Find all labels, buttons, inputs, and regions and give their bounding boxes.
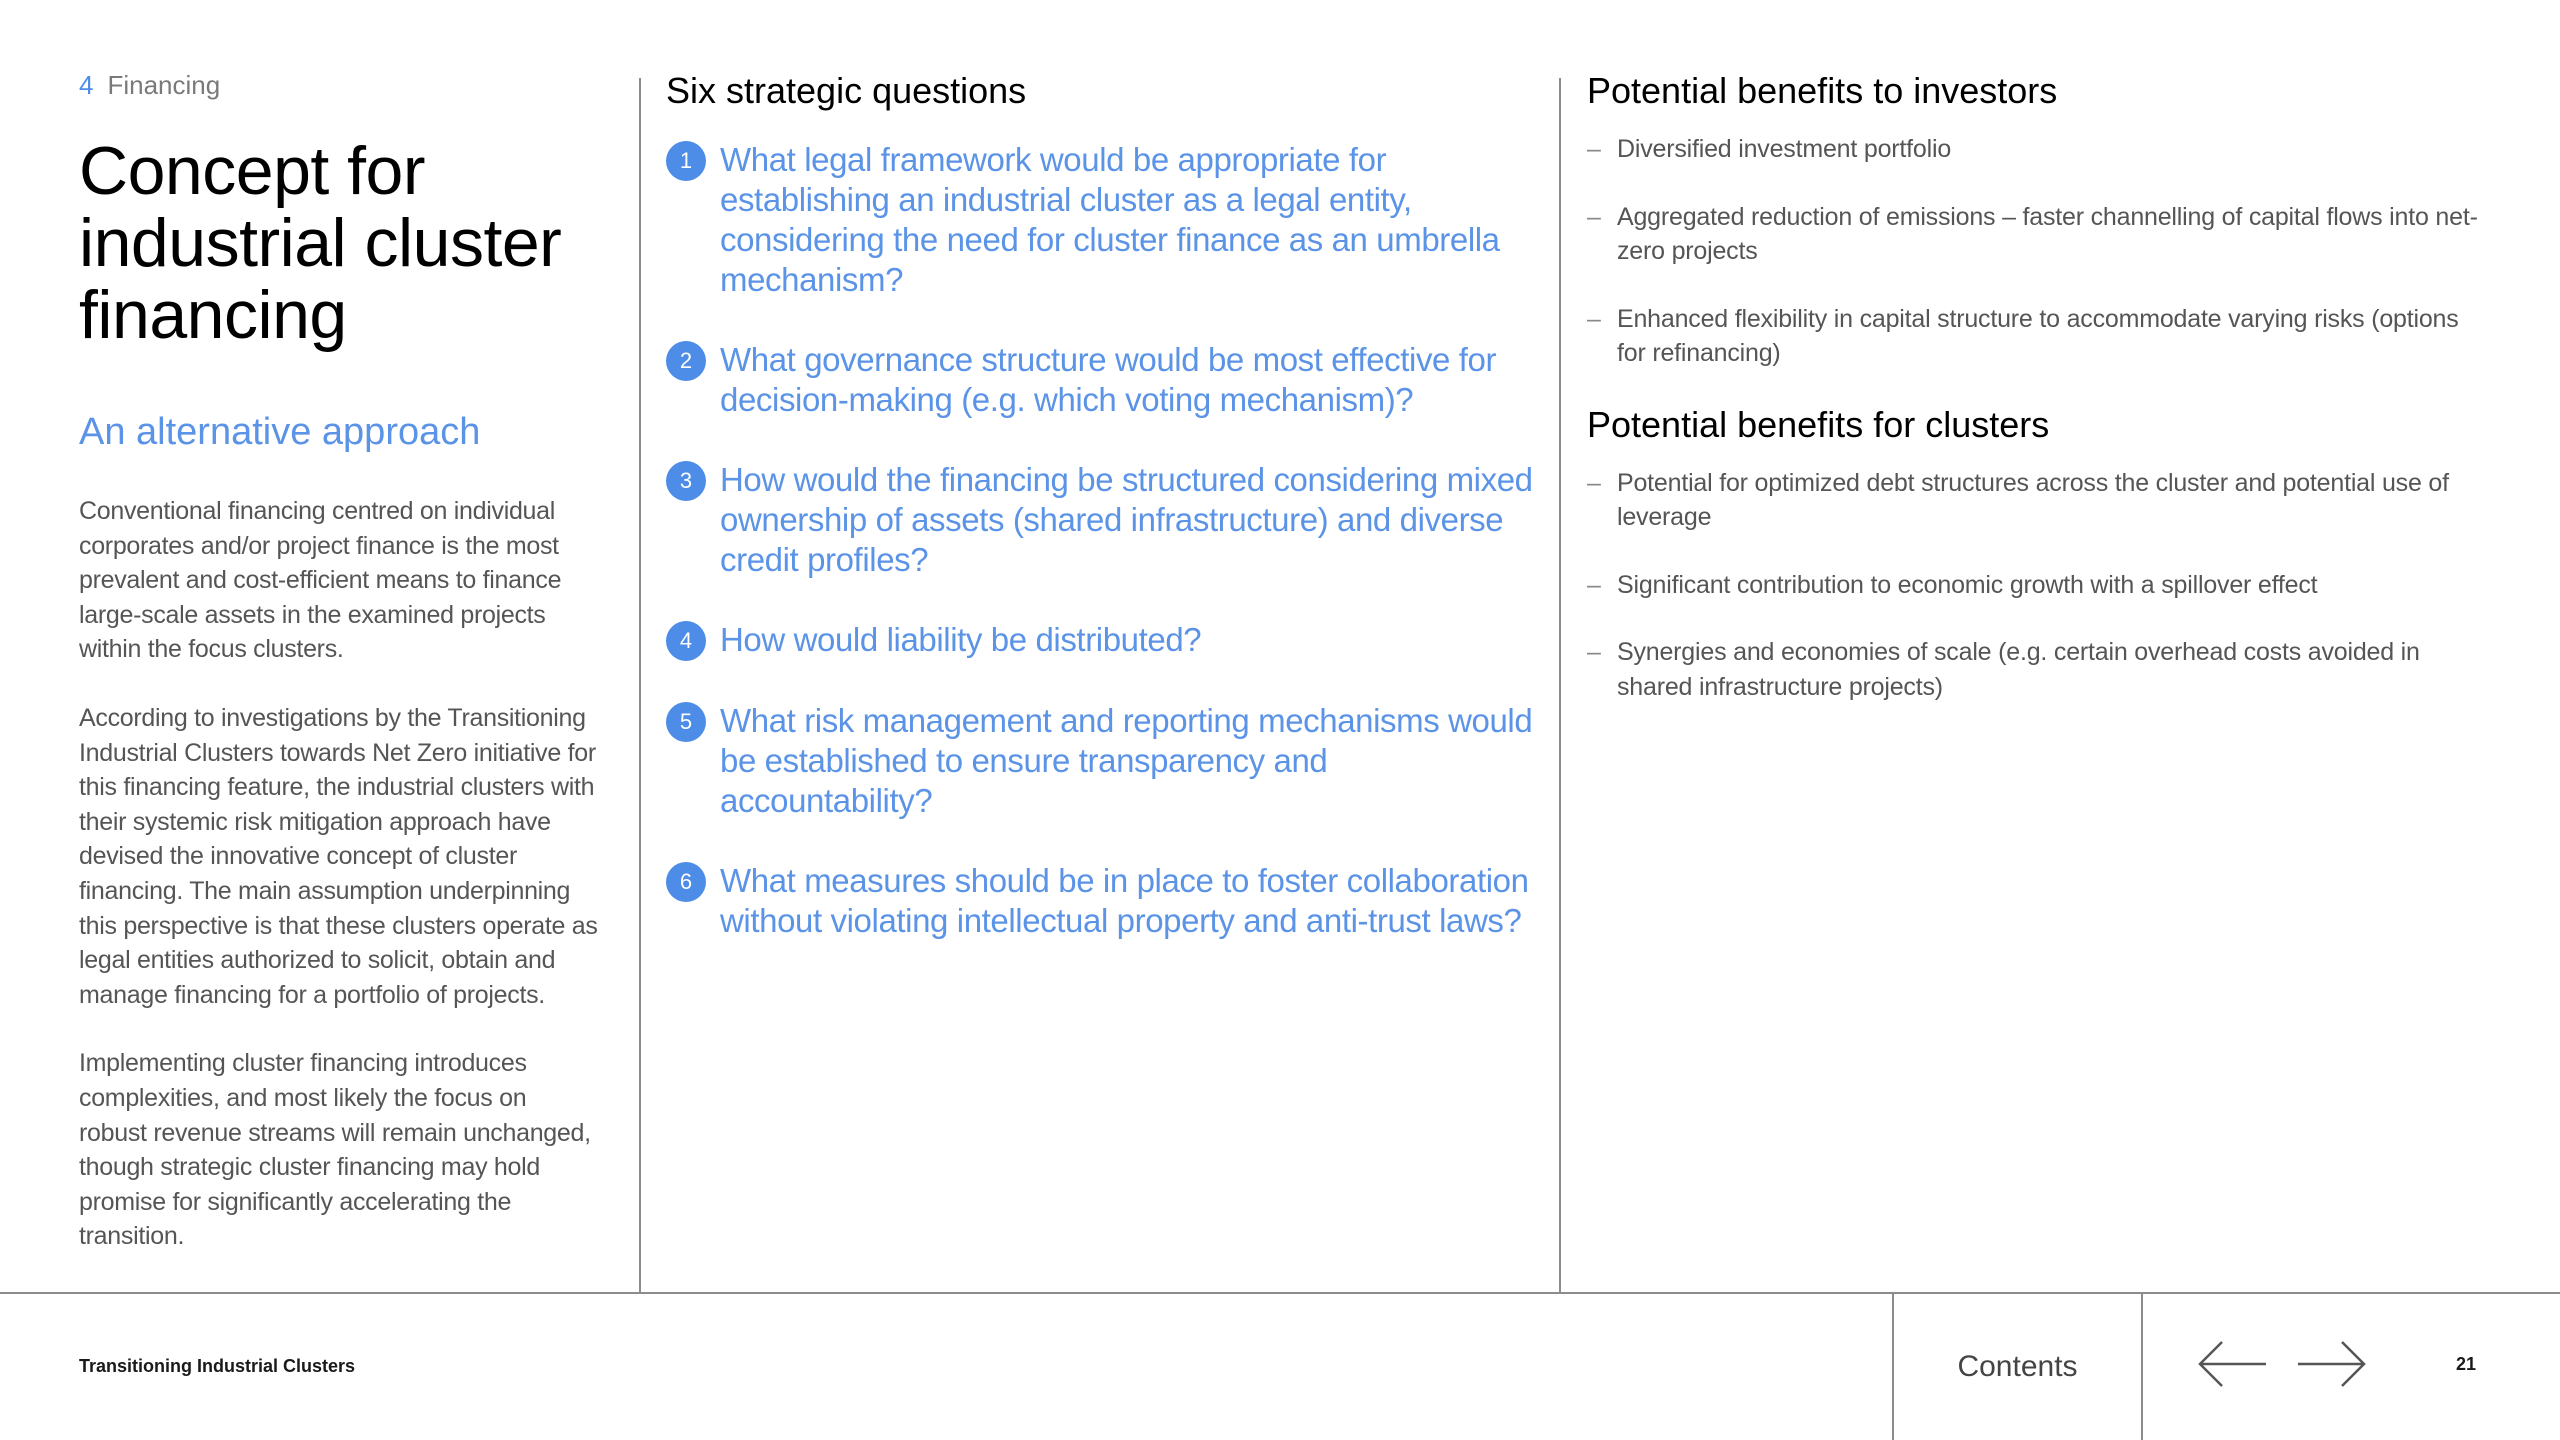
dash-bullet-icon: – bbox=[1587, 304, 1601, 333]
report-title: Transitioning Industrial Clusters bbox=[79, 1356, 356, 1376]
arrow-right-icon[interactable] bbox=[2296, 1340, 2368, 1388]
investors-benefits-list bbox=[1587, 132, 2487, 371]
question-number-badge: 1 bbox=[666, 141, 706, 181]
benefits-column bbox=[1587, 70, 2487, 737]
question-text: What governance structure would be most effective for decision-making (e.g. which voting mechanism)? bbox=[720, 341, 1497, 418]
question-text: How would the financing be structured considering mixed ownership of assets (shared infrastructure) and diverse credit profiles? bbox=[720, 461, 1533, 578]
list-item bbox=[1587, 302, 2487, 371]
footer-divider bbox=[0, 1292, 2560, 1294]
section-number: 4 bbox=[79, 70, 94, 100]
list-item bbox=[1587, 132, 2487, 167]
page-number: 21 bbox=[2456, 1354, 2477, 1374]
list-item bbox=[1587, 635, 2487, 704]
page-subtitle: An alternative approach bbox=[79, 411, 481, 453]
section-label bbox=[79, 70, 599, 101]
list-item bbox=[1587, 200, 2487, 269]
questions-list bbox=[666, 140, 1536, 941]
question-number-badge: 4 bbox=[666, 621, 706, 661]
benefit-text: Potential for optimized debt structures across the cluster and potential use of leverage bbox=[1617, 468, 2449, 531]
benefit-text: Diversified investment portfolio bbox=[1617, 135, 1952, 163]
question-number-badge: 2 bbox=[666, 341, 706, 381]
list-item bbox=[1587, 568, 2487, 603]
question-number-badge: 3 bbox=[666, 461, 706, 501]
footer-divider bbox=[2141, 1294, 2143, 1440]
question-item bbox=[666, 620, 1536, 661]
benefit-text: Enhanced flexibility in capital structure to accommodate varying risks (options for refinancing) bbox=[1617, 304, 2459, 367]
question-item bbox=[666, 701, 1536, 821]
list-item bbox=[1587, 466, 2487, 535]
body-paragraph: Implementing cluster financing introduces complexities, and most likely the focus on robust revenue streams will remain unchanged, though strategic cluster financing may hold promise for significantly accelerating the transition. bbox=[79, 1049, 591, 1251]
benefit-text: Significant contribution to economic growth with a spillover effect bbox=[1617, 570, 2318, 599]
question-item bbox=[666, 340, 1536, 420]
question-number-badge: 6 bbox=[666, 862, 706, 902]
questions-heading: Six strategic questions bbox=[666, 70, 1027, 111]
clusters-benefits-list bbox=[1587, 466, 2487, 705]
investors-heading: Potential benefits to investors bbox=[1587, 70, 2058, 111]
intro-column bbox=[79, 70, 599, 1288]
column-divider bbox=[1559, 78, 1561, 1294]
question-text: What legal framework would be appropriate for establishing an industrial cluster as a legal entity, considering the need for cluster finance as an umbrella mechanism? bbox=[720, 141, 1500, 298]
dash-bullet-icon: – bbox=[1587, 570, 1601, 599]
question-item bbox=[666, 460, 1536, 580]
questions-column bbox=[666, 70, 1536, 981]
question-text: What measures should be in place to foster collaboration without violating intellectual property and anti-trust laws? bbox=[720, 862, 1529, 939]
contents-link[interactable]: Contents bbox=[1957, 1350, 2078, 1383]
intro-body bbox=[79, 494, 599, 1254]
clusters-heading: Potential benefits for clusters bbox=[1587, 403, 2050, 445]
dash-bullet-icon: – bbox=[1587, 638, 1601, 666]
arrow-left-icon[interactable] bbox=[2196, 1340, 2268, 1388]
body-paragraph: Conventional financing centred on individual corporates and/or project finance is the most prevalent and cost-efficient means to finance large-scale assets in the examined projects within the focus clusters. bbox=[79, 497, 562, 664]
benefit-text: Aggregated reduction of emissions – faster channelling of capital flows into net-zero projects bbox=[1617, 202, 2478, 265]
dash-bullet-icon: – bbox=[1587, 135, 1601, 163]
question-item bbox=[666, 140, 1536, 300]
section-name: Financing bbox=[107, 70, 221, 100]
benefit-text: Synergies and economies of scale (e.g. certain overhead costs avoided in shared infrastructure projects) bbox=[1617, 638, 2420, 701]
question-text: What risk management and reporting mechanisms would be established to ensure transparency and accountability? bbox=[720, 702, 1533, 819]
question-item bbox=[666, 861, 1536, 941]
question-text: How would liability be distributed? bbox=[720, 621, 1202, 658]
column-divider bbox=[639, 78, 641, 1294]
question-number-badge: 5 bbox=[666, 702, 706, 742]
dash-bullet-icon: – bbox=[1587, 202, 1601, 231]
dash-bullet-icon: – bbox=[1587, 468, 1601, 497]
body-paragraph: According to investigations by the Transitioning Industrial Clusters towards Net Zero initiative for this financing feature, the industrial clusters with their systemic risk mitigation approach have devised the innovative concept of cluster financing. The main assumption underpinning this perspective is that these clusters operate as legal entities authorized to solicit, obtain and manage financing for a portfolio of projects. bbox=[79, 703, 598, 1009]
page-title: Concept for industrial cluster financing bbox=[79, 133, 562, 353]
